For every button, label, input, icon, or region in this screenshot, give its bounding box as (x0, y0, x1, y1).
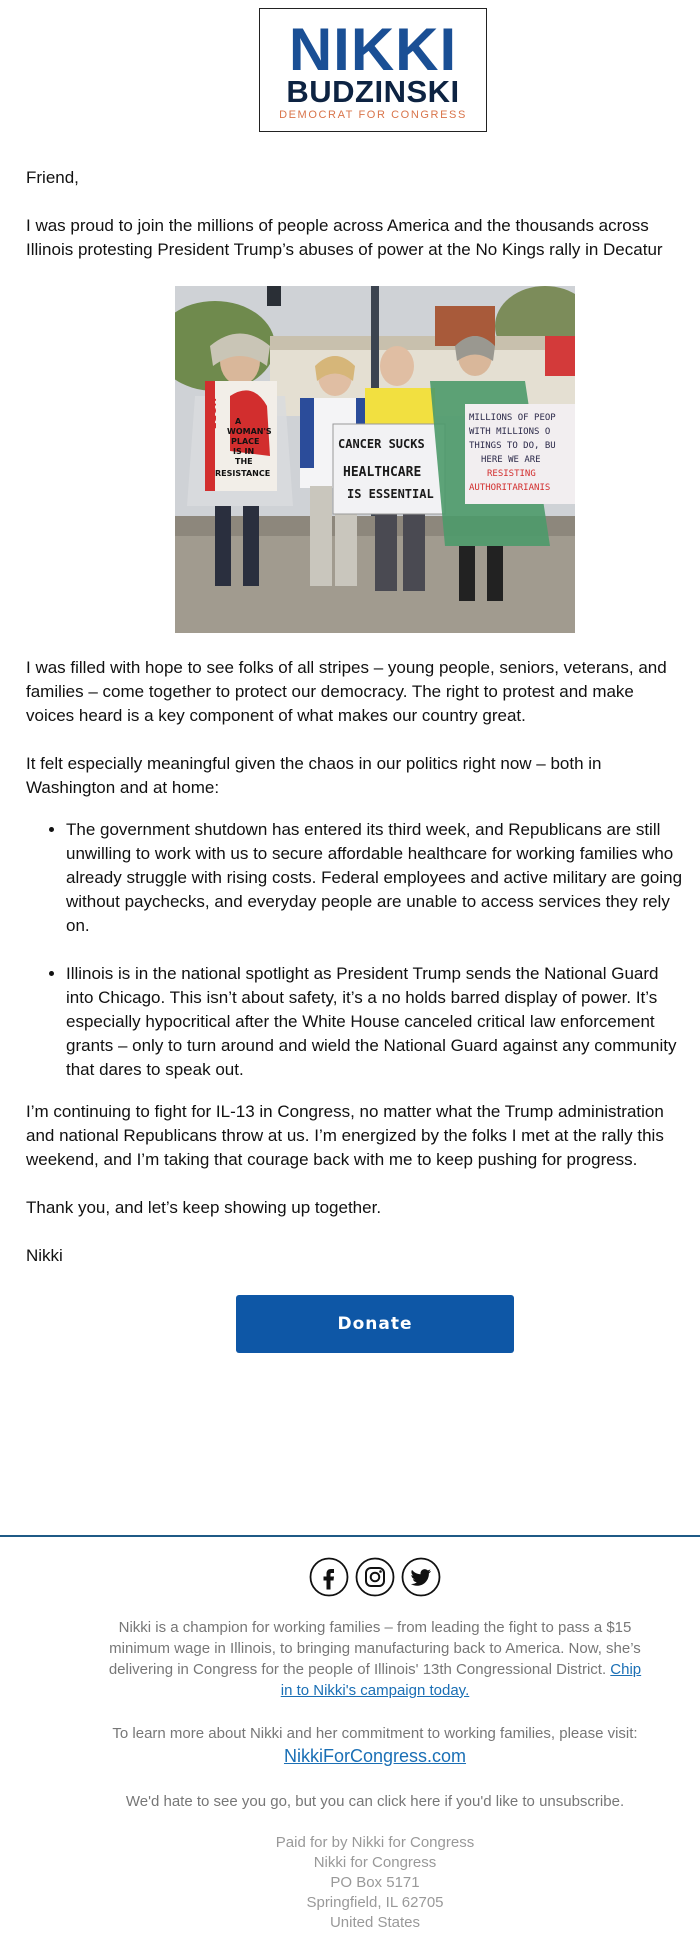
sign-womans-place-text: A (235, 417, 242, 426)
twitter-link[interactable] (401, 1557, 441, 1597)
sign-womans-place-text: RESISTANCE (215, 469, 271, 478)
instagram-icon (355, 1557, 395, 1597)
address-line: Springfield, IL 62705 (306, 1894, 444, 1911)
address-line: Paid for by Nikki for Congress (275, 1834, 475, 1851)
closing-line-3: weekend, and I’m taking that courage back with me to keep pushing for progress. (26, 1150, 638, 1169)
sign-womans-place-text: IS IN (233, 447, 255, 456)
intro-line-2: Illinois protesting President Trump’s abuses of power at the No Kings rally in Decatur (26, 240, 663, 259)
rally-photo (175, 286, 575, 633)
intro-line-1: I was proud to join the millions of people across America and the thousands across (26, 216, 649, 235)
bullet-line: • Illinois is in the national spotlight as President Trump sends the National Guard (66, 964, 659, 983)
bullet-line: unwilling to work with us to secure affordable healthcare for working families who (66, 844, 674, 863)
campaign-logo (259, 8, 487, 132)
sign-millions-text: AUTHORITARIANIS (469, 483, 551, 493)
meaningful-line-2: Washington and at home: (26, 778, 220, 797)
address-line: United States (329, 1914, 421, 1931)
bullet-line: especially hypocritical after the White House canceled critical law enforcement (66, 1012, 655, 1031)
signature: Nikki (26, 1246, 63, 1265)
sign-millions-text: RESISTING (487, 469, 536, 479)
closing-line-1: I’m continuing to fight for IL-13 in Congress, no matter what the Trump administration (26, 1102, 664, 1121)
facebook-icon (309, 1557, 349, 1597)
bullet-line: grants – only to turn around and wield the National Guard against any community (66, 1036, 677, 1055)
nikki-for-congress-link[interactable]: NikkiForCongress.com (283, 1746, 467, 1766)
footer-about-line-3 (80, 1660, 670, 1680)
footer-learn-more: To learn more about Nikki and her commitment to working families, please visit: (112, 1725, 638, 1742)
bullet-line: that dares to speak out. (66, 1060, 244, 1079)
unsubscribe-link[interactable]: We'd hate to see you go, but you can click here if you'd like to unsubscribe. (125, 1793, 625, 1810)
sign-healthcare-text: IS ESSENTIAL (347, 487, 434, 501)
hope-line-2: families – come together to protect our democracy. The right to protest and make (26, 682, 634, 701)
rally-photo-illustration (175, 286, 575, 633)
sign-millions-text: HERE WE ARE (481, 455, 541, 465)
greeting: Friend, (26, 168, 79, 187)
sign-healthcare-text: HEALTHCARE (343, 465, 422, 480)
bullet-line: without paychecks, and everyday people are unable to access services they rely (66, 892, 670, 911)
logo-first-name: NIKKI (288, 16, 458, 83)
bullet-line: already struggle with rising costs. Federal employees and active military are going (66, 868, 683, 887)
hope-line-3: voices heard is a key component of what makes our country great. (26, 706, 526, 725)
bullet-item-national-guard (66, 962, 700, 1082)
instagram-link[interactable] (355, 1557, 395, 1597)
sign-millions-text: THINGS TO DO, BU (469, 441, 556, 451)
twitter-icon (401, 1557, 441, 1597)
meaningful-line-1: It felt especially meaningful given the chaos in our politics right now – both in (26, 754, 602, 773)
footer-divider (0, 1535, 700, 1537)
sign-womans-place-text: PLACE (231, 437, 260, 446)
chip-in-link-continued[interactable]: in to Nikki's campaign today. (280, 1682, 470, 1699)
sign-womans-place-text: THE (235, 457, 253, 466)
footer-about-line-4 (80, 1681, 670, 1701)
sign-healthcare-text: CANCER SUCKS (338, 437, 425, 451)
sign-hope-text: HOPE (206, 398, 217, 430)
chip-in-link[interactable]: Chip (610, 1661, 642, 1678)
hope-line-1: I was filled with hope to see folks of all stripes – young people, seniors, veterans, and (26, 658, 667, 677)
bullet-line: • The government shutdown has entered its third week, and Republicans are still (66, 820, 661, 839)
donate-button[interactable]: Donate (236, 1295, 514, 1353)
address-line: Nikki for Congress (313, 1854, 437, 1871)
bullet-line: on. (66, 916, 90, 935)
facebook-link[interactable] (309, 1557, 349, 1597)
thanks-line: Thank you, and let’s keep showing up together. (26, 1198, 382, 1217)
bullet-item-shutdown (66, 818, 700, 938)
bullet-line: into Chicago. This isn’t about safety, it’s a no holds barred display of power. It’s (66, 988, 658, 1007)
footer-site-line (80, 1746, 670, 1766)
closing-line-2: and national Republicans throw at us. I’m energized by the folks I met at the rally this (26, 1126, 664, 1145)
sign-millions-text: WITH MILLIONS O (469, 427, 551, 437)
footer-about-line-2: minimum wage in Illinois, to bringing manufacturing back to America. Now, she’s (109, 1640, 641, 1657)
footer-about-line-1: Nikki is a champion for working families – from leading the fight to pass a $15 (118, 1619, 632, 1636)
sign-womans-place-text: WOMAN'S (227, 427, 272, 436)
address-line: PO Box 5171 (330, 1874, 420, 1891)
logo-tagline: DEMOCRAT FOR CONGRESS (279, 109, 467, 121)
footer-about-text: delivering in Congress for the people of Illinois' 13th Congressional District. (108, 1661, 607, 1678)
sign-millions-text: MILLIONS OF PEOP (469, 413, 556, 423)
bullet-list (26, 818, 700, 1106)
logo-last-name: BUDZINSKI (286, 74, 460, 109)
